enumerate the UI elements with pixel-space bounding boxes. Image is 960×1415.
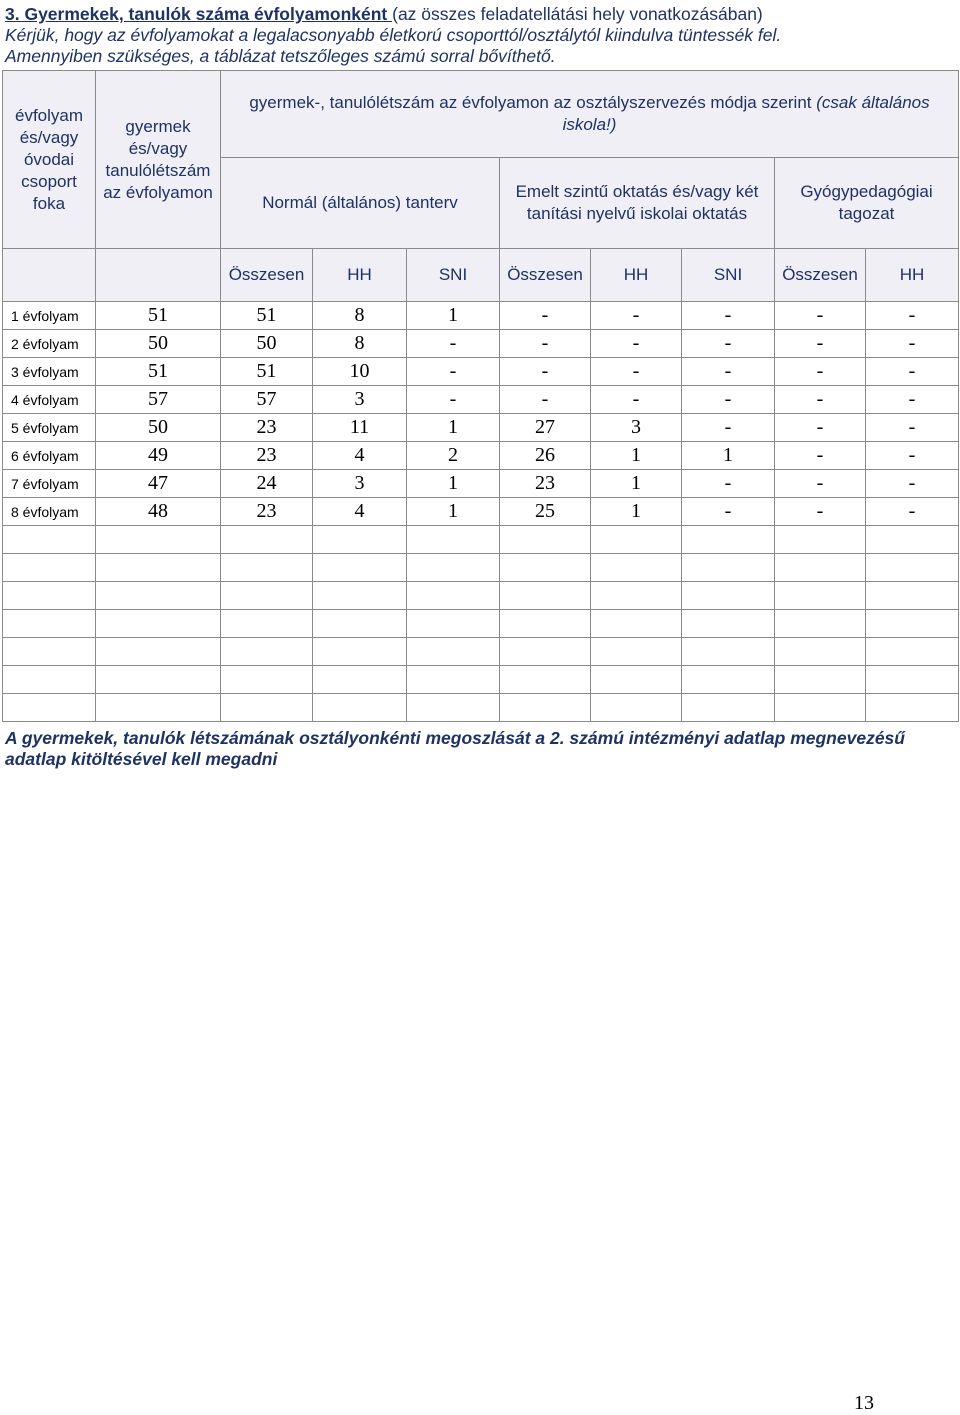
table-cell: - bbox=[407, 330, 500, 358]
table-cell: 1 bbox=[682, 442, 775, 470]
table-cell: 23 bbox=[221, 414, 313, 442]
sub-column-header: SNI bbox=[682, 249, 775, 302]
table-cell: - bbox=[775, 442, 866, 470]
table-cell: 51 bbox=[221, 358, 313, 386]
table-cell: 51 bbox=[96, 302, 221, 330]
table-cell: - bbox=[500, 386, 591, 414]
table-cell: - bbox=[682, 302, 775, 330]
table-cell: 27 bbox=[500, 414, 591, 442]
grade-label: 3 évfolyam bbox=[3, 358, 96, 386]
empty-row bbox=[3, 582, 959, 610]
table-cell: 2 bbox=[407, 442, 500, 470]
grade-label: 1 évfolyam bbox=[3, 302, 96, 330]
empty-row bbox=[3, 554, 959, 582]
table-cell: - bbox=[775, 302, 866, 330]
table-cell: 57 bbox=[96, 386, 221, 414]
footnote: A gyermekek, tanulók létszámának osztályonkénti megoszlását a 2. számú intézményi adatlap megnevezésű adatlap kitöltésével kell megadni bbox=[5, 728, 905, 769]
sub-column-header: HH bbox=[866, 249, 959, 302]
blank-header-cell bbox=[96, 249, 221, 302]
grade-label: 7 évfolyam bbox=[3, 470, 96, 498]
organisation-group-header bbox=[221, 71, 959, 158]
table-cell: 1 bbox=[407, 470, 500, 498]
table-cell: 23 bbox=[500, 470, 591, 498]
grade-label: 5 évfolyam bbox=[3, 414, 96, 442]
table-cell: - bbox=[775, 414, 866, 442]
table-cell: - bbox=[682, 386, 775, 414]
table-cell: - bbox=[500, 330, 591, 358]
table-cell: - bbox=[591, 358, 682, 386]
section-title: 3. Gyermekek, tanulók száma évfolyamonként bbox=[5, 4, 393, 24]
table-cell: - bbox=[775, 498, 866, 526]
grade-label: 8 évfolyam bbox=[3, 498, 96, 526]
table-cell: 8 bbox=[313, 302, 407, 330]
grade-label: 6 évfolyam bbox=[3, 442, 96, 470]
table-cell: 4 bbox=[313, 442, 407, 470]
table-cell: - bbox=[866, 498, 959, 526]
group-header-text: gyermek-, tanulólétszám az évfolyamon az osztályszervezés módja szerint bbox=[249, 93, 817, 112]
special-education-header: Gyógypedagógiai tagozat bbox=[775, 158, 959, 249]
table-cell: - bbox=[591, 386, 682, 414]
table-cell: 24 bbox=[221, 470, 313, 498]
table-cell: 50 bbox=[96, 330, 221, 358]
blank-header-cell bbox=[3, 249, 96, 302]
table-cell: - bbox=[866, 302, 959, 330]
grade-label: 4 évfolyam bbox=[3, 386, 96, 414]
table-cell: 57 bbox=[221, 386, 313, 414]
instruction-line: Kérjük, hogy az évfolyamokat a legalacsonyabb életkorú csoporttól/osztálytól kiindulva tüntessék fel. bbox=[5, 25, 782, 45]
table-cell: - bbox=[591, 302, 682, 330]
grade-column-header: évfolyam és/vagy óvodai csoport foka bbox=[3, 71, 96, 249]
table-cell: 1 bbox=[591, 470, 682, 498]
table-cell: - bbox=[407, 358, 500, 386]
table-cell: - bbox=[500, 358, 591, 386]
table-cell: - bbox=[775, 470, 866, 498]
table-cell: - bbox=[775, 358, 866, 386]
table-row bbox=[3, 498, 959, 526]
group-header-italic: (csak általános iskola!) bbox=[562, 93, 930, 134]
table-cell: 49 bbox=[96, 442, 221, 470]
empty-row bbox=[3, 694, 959, 722]
table-cell: - bbox=[682, 470, 775, 498]
section-heading bbox=[5, 4, 955, 67]
table-cell: - bbox=[866, 442, 959, 470]
table-cell: 3 bbox=[313, 470, 407, 498]
empty-row bbox=[3, 526, 959, 554]
table-row bbox=[3, 302, 959, 330]
table-cell: 51 bbox=[96, 358, 221, 386]
table-cell: 26 bbox=[500, 442, 591, 470]
sub-column-header: Összesen bbox=[221, 249, 313, 302]
table-cell: - bbox=[866, 330, 959, 358]
normal-curriculum-header: Normál (általános) tanterv bbox=[221, 158, 500, 249]
table-cell: - bbox=[500, 302, 591, 330]
table-row bbox=[3, 470, 959, 498]
table-row bbox=[3, 386, 959, 414]
table-cell: 25 bbox=[500, 498, 591, 526]
sub-column-header: HH bbox=[591, 249, 682, 302]
table-cell: 1 bbox=[591, 442, 682, 470]
table-cell: 1 bbox=[591, 498, 682, 526]
table-cell: 8 bbox=[313, 330, 407, 358]
table-cell: 4 bbox=[313, 498, 407, 526]
page-number: 13 bbox=[854, 1392, 874, 1414]
table-cell: - bbox=[682, 414, 775, 442]
sub-column-header: Összesen bbox=[500, 249, 591, 302]
table-cell: - bbox=[407, 386, 500, 414]
table-cell: - bbox=[866, 386, 959, 414]
section-title-rest: (az összes feladatellátási hely vonatkozásában) bbox=[392, 4, 763, 24]
empty-row bbox=[3, 638, 959, 666]
table-cell: - bbox=[591, 330, 682, 358]
sub-column-header: Összesen bbox=[775, 249, 866, 302]
table-cell: 11 bbox=[313, 414, 407, 442]
sub-column-header: HH bbox=[313, 249, 407, 302]
section-title-line bbox=[5, 4, 955, 25]
table-row bbox=[3, 358, 959, 386]
table-row bbox=[3, 442, 959, 470]
table-cell: 23 bbox=[221, 442, 313, 470]
table-cell: - bbox=[866, 358, 959, 386]
table-cell: - bbox=[682, 330, 775, 358]
table-cell: - bbox=[866, 470, 959, 498]
table-cell: - bbox=[775, 386, 866, 414]
advanced-education-header: Emelt szintű oktatás és/vagy két tanítási nyelvű iskolai oktatás bbox=[500, 158, 775, 249]
table-cell: 50 bbox=[96, 414, 221, 442]
table-cell: 23 bbox=[221, 498, 313, 526]
enrollment-table bbox=[2, 70, 959, 722]
table-cell: 3 bbox=[313, 386, 407, 414]
table-cell: - bbox=[682, 358, 775, 386]
table-cell: 1 bbox=[407, 498, 500, 526]
empty-row bbox=[3, 666, 959, 694]
table-cell: 1 bbox=[407, 302, 500, 330]
count-column-header: gyermek és/vagy tanulólétszám az évfolyamon bbox=[96, 71, 221, 249]
table-cell: 50 bbox=[221, 330, 313, 358]
table-cell: - bbox=[775, 330, 866, 358]
extension-note: Amennyiben szükséges, a táblázat tetszőleges számú sorral bővíthető. bbox=[5, 46, 556, 66]
sub-column-header: SNI bbox=[407, 249, 500, 302]
table-cell: 48 bbox=[96, 498, 221, 526]
table-cell: 10 bbox=[313, 358, 407, 386]
empty-row bbox=[3, 610, 959, 638]
grade-label: 2 évfolyam bbox=[3, 330, 96, 358]
table-cell: 1 bbox=[407, 414, 500, 442]
table-body bbox=[3, 302, 959, 526]
table-cell: 47 bbox=[96, 470, 221, 498]
table-cell: - bbox=[866, 414, 959, 442]
table-row bbox=[3, 330, 959, 358]
table-row bbox=[3, 414, 959, 442]
table-cell: 51 bbox=[221, 302, 313, 330]
table-cell: 3 bbox=[591, 414, 682, 442]
table-cell: - bbox=[682, 498, 775, 526]
